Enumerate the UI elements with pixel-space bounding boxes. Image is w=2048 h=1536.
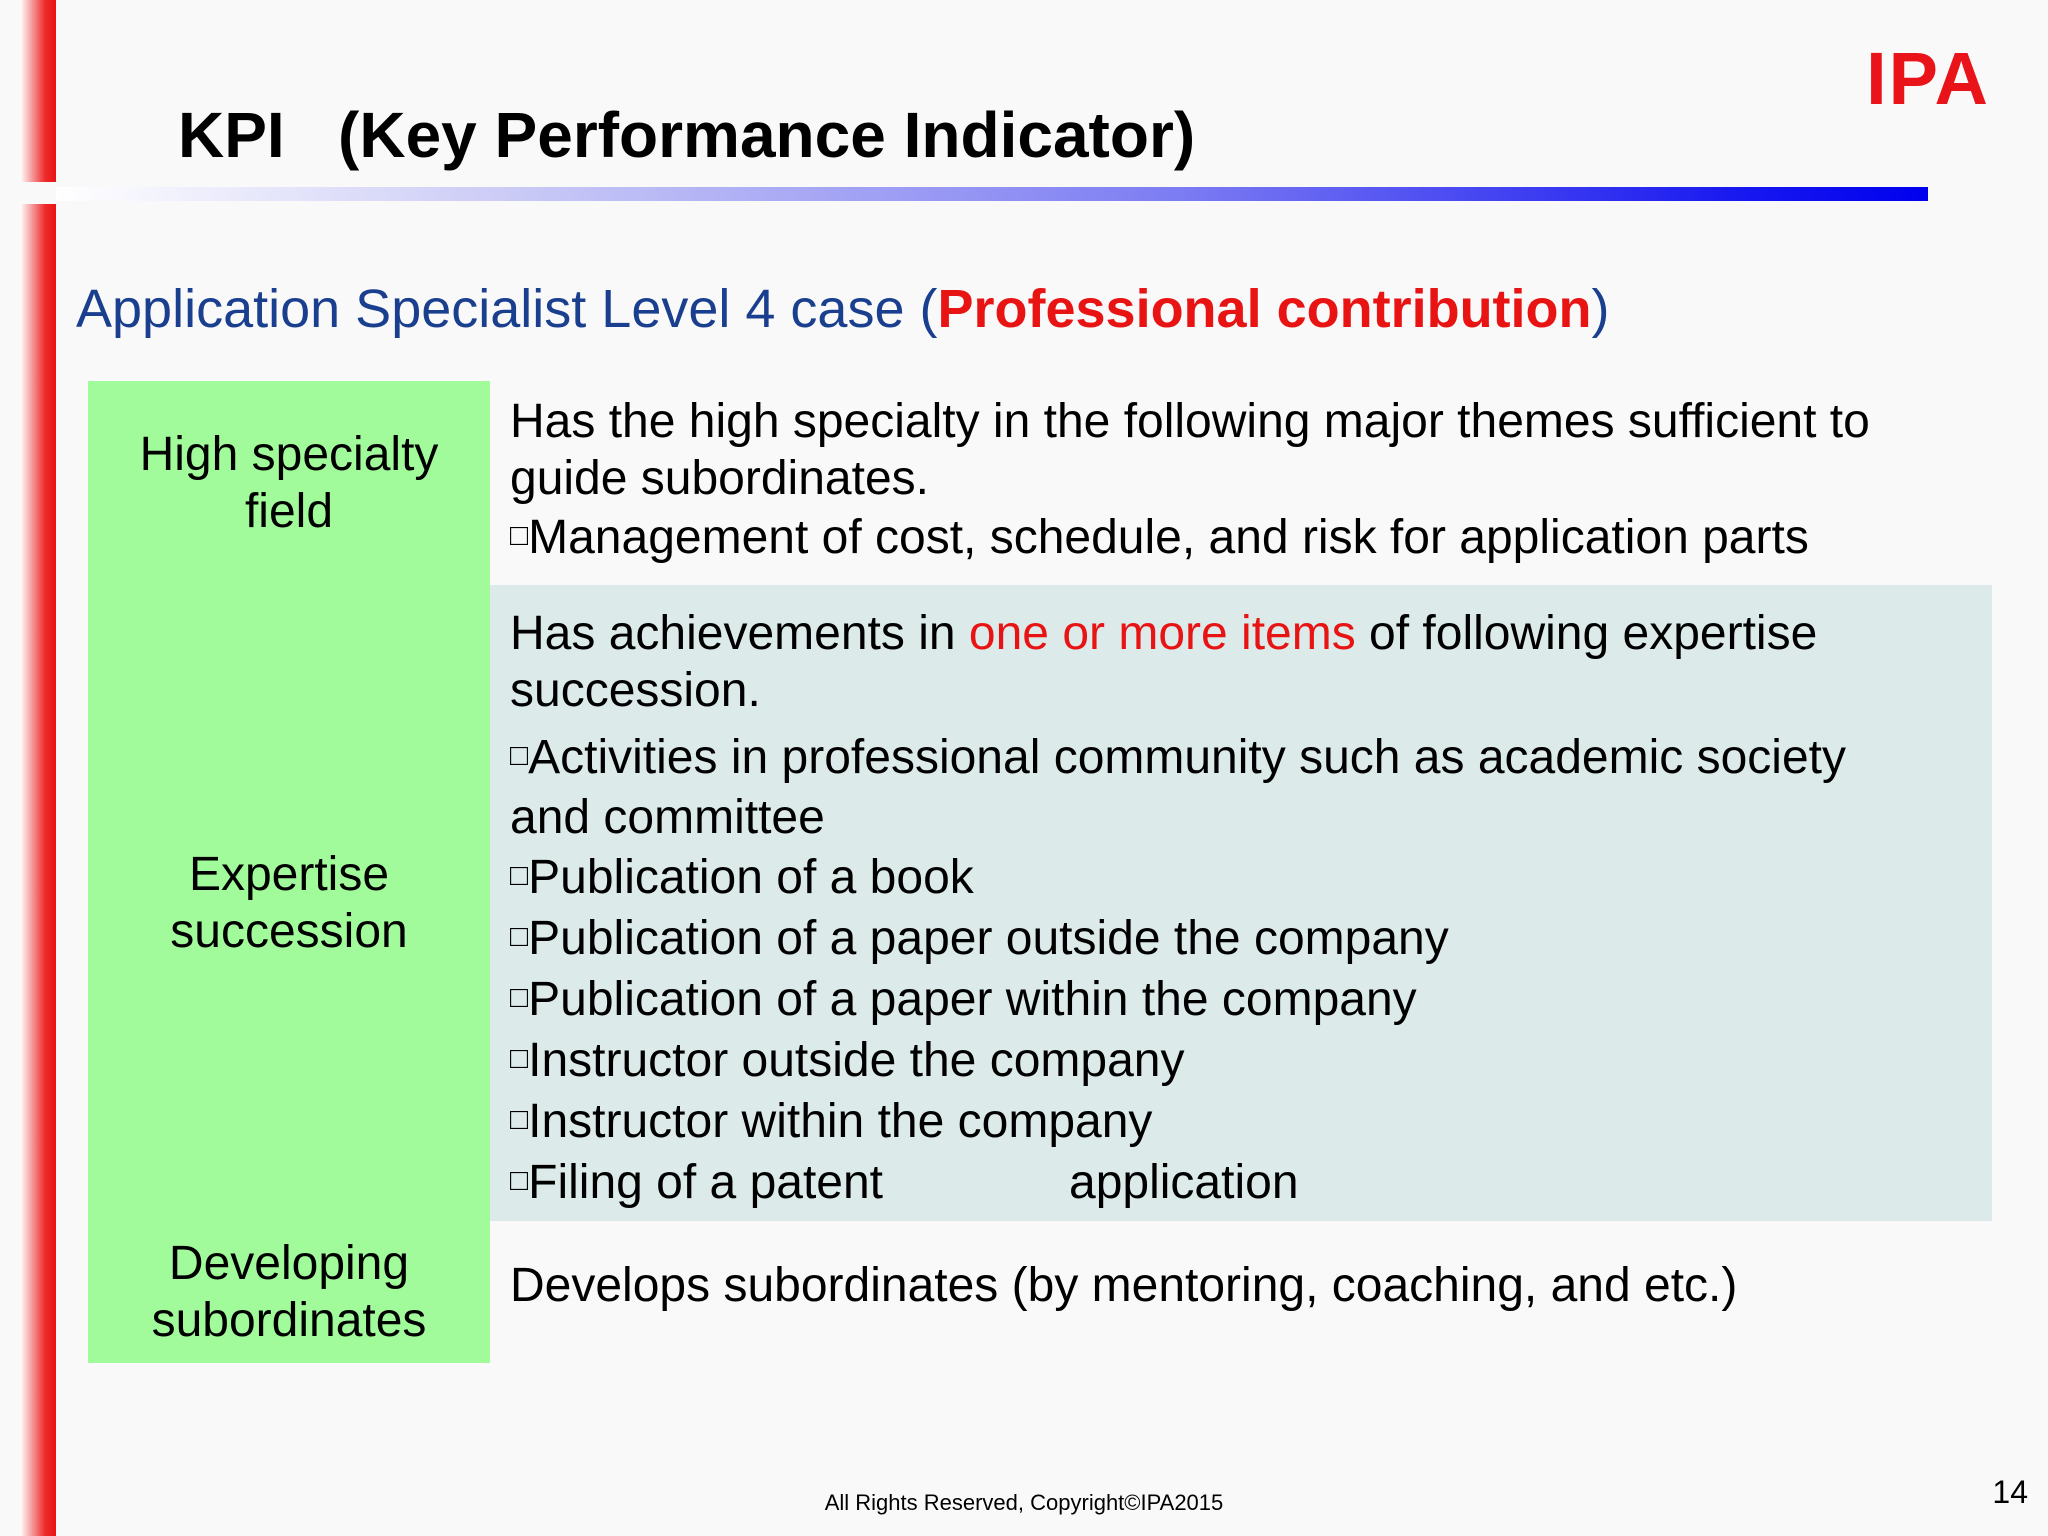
list-item-continuation: and committee: [510, 791, 825, 844]
list-item: [510, 1151, 1992, 1212]
page-number: 14: [1992, 1474, 2028, 1510]
subtitle-prefix: Application Specialist Level 4 case (: [76, 279, 938, 339]
subtitle-suffix: ): [1591, 279, 1610, 339]
list-item: [510, 968, 1992, 1029]
row-label-line: field: [244, 485, 334, 538]
list-item: [510, 846, 1992, 907]
list-item-text: Publication of a paper outside the company: [528, 912, 1449, 965]
left-bar-gap: [0, 182, 60, 204]
slide-subtitle: [76, 278, 1610, 340]
copyright-footer: All Rights Reserved, Copyright©IPA2015: [824, 1490, 1224, 1515]
list-item-text: Instructor outside the company: [528, 1034, 1185, 1087]
row-text-line: [510, 605, 1992, 662]
list-item-text: Publication of a book: [528, 851, 974, 904]
row-content-expertise-succession: [490, 585, 1992, 1221]
list-item-text: Activities in professional community such as academic society: [528, 731, 1846, 784]
list-item-text: Publication of a paper within the company: [528, 973, 1417, 1026]
row-text-line: Develops subordinates (by mentoring, coaching, and etc.): [510, 1258, 1738, 1312]
checkbox-square-icon: □: [510, 1103, 529, 1136]
list-item: [510, 507, 1992, 566]
checkbox-square-icon: □: [510, 739, 529, 772]
row-label-line: High specialty: [139, 428, 439, 481]
checkbox-square-icon: □: [510, 519, 529, 552]
row-label-developing-subordinates: [88, 1221, 490, 1363]
list-item-text: application: [1069, 1156, 1299, 1209]
list-item-text: Instructor within the company: [528, 1095, 1153, 1148]
checkbox-square-icon: □: [510, 920, 529, 953]
list-item: [510, 1090, 1992, 1151]
row-label-line: subordinates: [151, 1294, 427, 1347]
row-content-developing-subordinates: [490, 1221, 1992, 1363]
intro-suffix: of following expertise: [1355, 607, 1818, 660]
row-text-line: succession.: [510, 664, 761, 717]
checkbox-square-icon: □: [510, 981, 529, 1014]
intro-highlight: one or more items: [968, 607, 1356, 660]
slide-title: KPI (Key Performance Indicator): [178, 99, 1196, 171]
subtitle-accent: Professional contribution: [937, 279, 1592, 339]
row-text-line: guide subordinates.: [510, 452, 929, 505]
intro-prefix: Has achievements in: [510, 607, 969, 660]
title-divider: [56, 187, 1928, 201]
row-label-line: Expertise: [188, 848, 390, 901]
row-content-high-specialty: [490, 381, 1992, 585]
list-item-text: Management of cost, schedule, and risk for application parts: [528, 511, 1809, 564]
row-label-line: Developing: [168, 1237, 410, 1290]
left-accent-bar: [20, 0, 56, 1536]
row-label-expertise-succession: [88, 585, 490, 1221]
checkbox-square-icon: □: [510, 1164, 529, 1197]
row-label-line: succession: [170, 905, 408, 958]
checkbox-square-icon: □: [510, 1042, 529, 1075]
list-item-text: Filing of a patent: [528, 1156, 884, 1209]
list-item: [510, 907, 1992, 968]
checkbox-square-icon: □: [510, 859, 529, 892]
list-item: [510, 725, 1992, 789]
row-text-line: Has the high specialty in the following major themes sufficient to: [510, 395, 1870, 448]
ipa-logo: IPA: [1866, 37, 1990, 120]
row-label-high-specialty: [88, 381, 490, 585]
list-item: [510, 1029, 1992, 1090]
